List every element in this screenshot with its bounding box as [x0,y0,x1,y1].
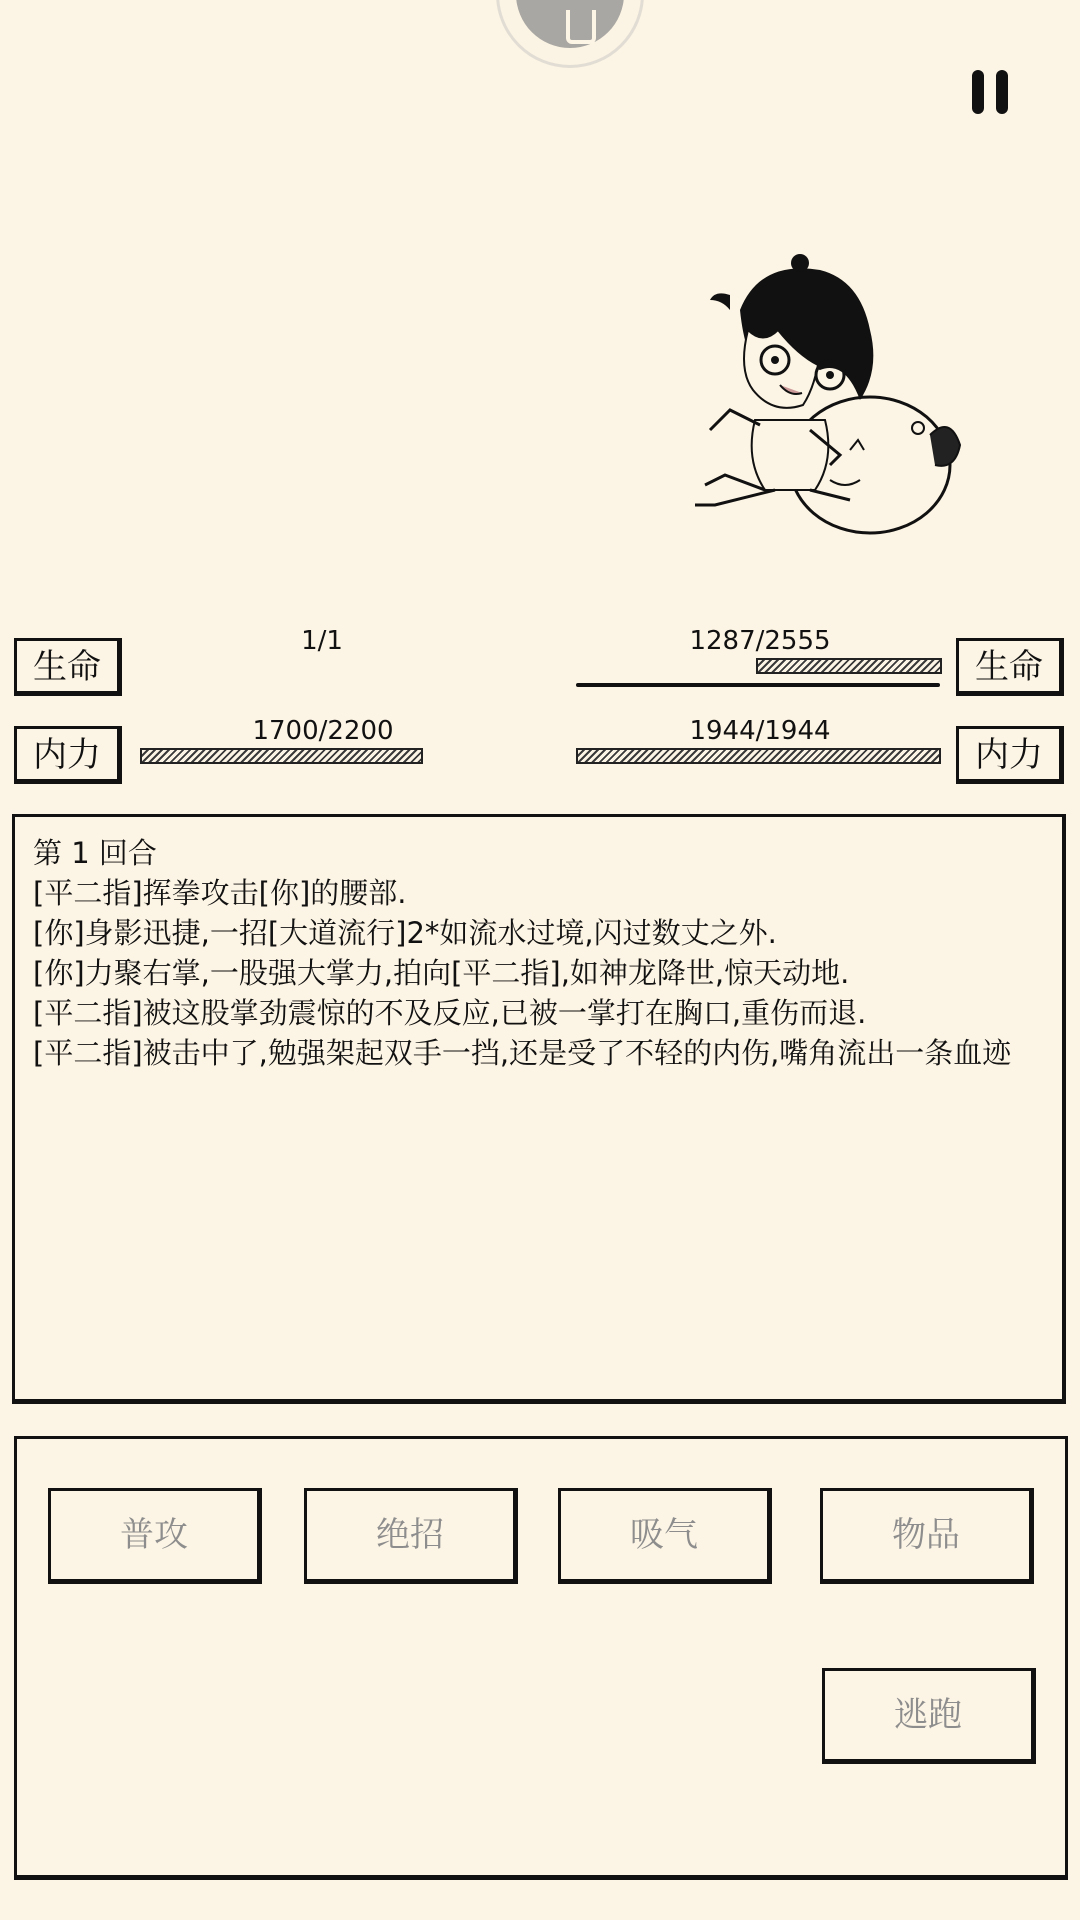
enemy-hp-value: 1287/2555 [689,626,831,656]
center-round-icon [516,0,624,48]
player-mp-label: 内力 [14,726,122,784]
log-line: [你]身影迅捷,一招[大道流行]2*如流水过境,闪过数丈之外. [33,916,777,950]
attack-button[interactable]: 普攻 [48,1488,262,1584]
battle-characters-illustration [680,250,980,560]
log-line: [平二指]被这股掌劲震惊的不及反应,已被一掌打在胸口,重伤而退. [33,996,867,1030]
pause-button[interactable] [968,70,1012,116]
player-mp-bar [140,748,423,764]
enemy-hp-label: 生命 [956,638,1064,696]
log-line: [平二指]被击中了,勉强架起双手一挡,还是受了不轻的内伤,嘴角流出一条血迹 [33,1036,1012,1070]
enemy-mp-label: 内力 [956,726,1064,784]
player-hp-value: 1/1 [301,626,343,656]
enemy-hp-track [576,683,940,687]
log-line: [平二指]挥拳攻击[你]的腰部. [33,876,407,910]
skill-button[interactable]: 绝招 [304,1488,518,1584]
enemy-mp-value: 1944/1944 [689,716,831,746]
player-mp-value: 1700/2200 [252,716,394,746]
breathe-button[interactable]: 吸气 [558,1488,772,1584]
enemy-hp-bar [756,658,942,674]
items-button[interactable]: 物品 [820,1488,1034,1584]
pause-icon [972,70,984,114]
top-center-button[interactable] [496,0,644,68]
log-line: [你]力聚右掌,一股强大掌力,拍向[平二指],如神龙降世,惊天动地. [33,956,850,990]
log-line-round: 第 1 回合 [33,836,157,870]
player-hp-label: 生命 [14,638,122,696]
flee-button[interactable]: 逃跑 [822,1668,1036,1764]
enemy-mp-bar [576,748,941,764]
battle-log [12,814,1066,1404]
